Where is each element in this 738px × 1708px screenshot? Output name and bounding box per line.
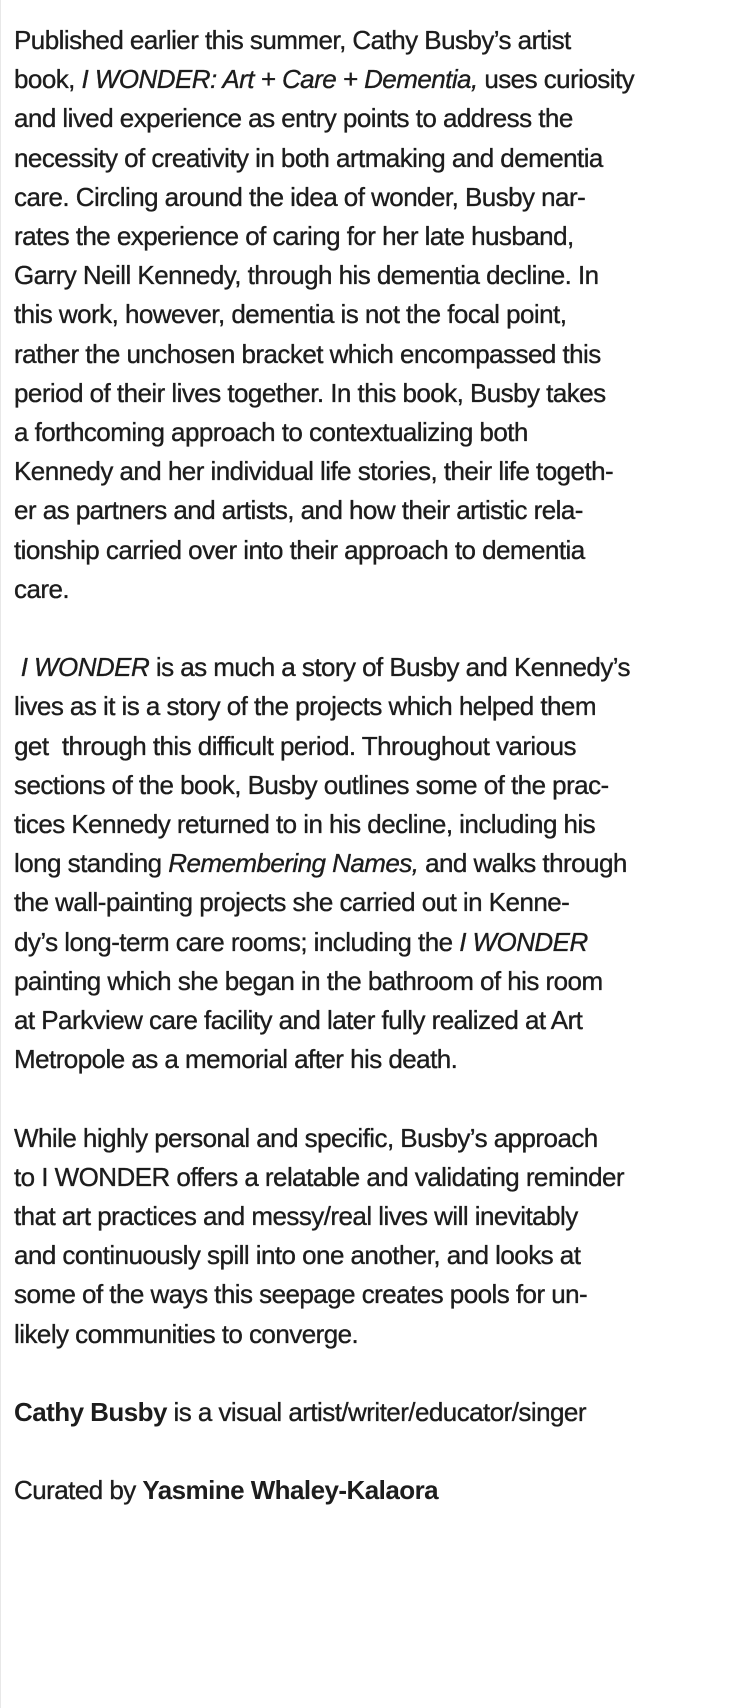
text-line: sections of the book, Busby outlines some of the prac- xyxy=(14,769,609,800)
text-fragment: uses curiosity xyxy=(477,64,635,95)
paragraph-intro xyxy=(14,21,734,609)
text-line: and lived experience as entry points to address the xyxy=(14,103,573,134)
text-line xyxy=(14,1471,734,1510)
text-line: While highly personal and specific, Busby’s approach xyxy=(14,1122,598,1153)
text-line: rather the unchosen bracket which encompassed this xyxy=(14,338,601,369)
text-line: at Parkview care facility and later fully realized at Art xyxy=(14,1005,583,1036)
article-body xyxy=(14,21,734,1511)
text-line: get through this difficult period. Throughout various xyxy=(14,730,576,761)
text-fragment: and walks through xyxy=(418,848,627,879)
text-line: Published earlier this summer, Cathy Busby’s artist xyxy=(14,25,571,55)
text-line xyxy=(14,1393,734,1432)
bio-text: is a visual artist/writer/educator/singer xyxy=(166,1397,586,1428)
text-line: er as partners and artists, and how their artistic rela- xyxy=(14,495,583,526)
text-line: some of the ways this seepage creates pools for un- xyxy=(14,1279,588,1310)
text-line xyxy=(14,60,734,99)
artist-name: Cathy Busby xyxy=(14,1397,167,1428)
text-line: necessity of creativity in both artmaking and dementia xyxy=(14,142,603,173)
text-line: this work, however, dementia is not the focal point, xyxy=(14,299,567,330)
curator-name: Yasmine Whaley-Kalaora xyxy=(142,1475,439,1506)
text-line: likely communities to converge. xyxy=(14,1318,359,1349)
text-line: a forthcoming approach to contextualizing both xyxy=(14,417,528,448)
text-line: painting which she began in the bathroom of his room xyxy=(14,965,603,996)
text-fragment: book, xyxy=(14,64,82,95)
text-line: Metropole as a memorial after his death. xyxy=(14,1044,458,1075)
text-line: Kennedy and her individual life stories, their life togeth- xyxy=(14,456,614,487)
text-line: tionship carried over into their approach to dementia xyxy=(14,534,585,565)
text-line xyxy=(14,844,734,883)
text-line: that art practices and messy/real lives will inevitably xyxy=(14,1201,578,1232)
text-fragment: is as much a story of Busby and Kennedy’s xyxy=(149,652,630,683)
text-fragment: dy’s long-term care rooms; including the xyxy=(14,926,460,957)
painting-title: I WONDER xyxy=(459,926,588,957)
text-line: Garry Neill Kennedy, through his dementia decline. In xyxy=(14,260,599,291)
paragraph-story xyxy=(14,648,734,1079)
work-title: Remembering Names, xyxy=(168,848,419,879)
text-line: care. Circling around the idea of wonder, Busby nar- xyxy=(14,181,586,212)
paragraph-reflection xyxy=(14,1119,734,1354)
text-line: the wall-painting projects she carried out in Kenne- xyxy=(14,887,570,918)
text-line: rates the experience of caring for her late husband, xyxy=(14,221,574,252)
text-line: care. xyxy=(14,573,70,604)
book-title-short: I WONDER xyxy=(20,652,150,683)
text-line: tices Kennedy returned to in his decline, including his xyxy=(14,809,596,840)
text-line: to I WONDER offers a relatable and validating reminder xyxy=(14,1161,625,1192)
text-line: period of their lives together. In this book, Busby takes xyxy=(14,377,606,408)
page-left-edge xyxy=(0,0,1,1708)
text-line: lives as it is a story of the projects which helped them xyxy=(14,691,596,722)
text-line xyxy=(14,923,734,962)
curator-credit xyxy=(14,1471,734,1510)
artist-bio xyxy=(14,1393,734,1432)
text-line xyxy=(14,648,734,687)
text-fragment: long standing xyxy=(14,848,169,879)
curator-prefix: Curated by xyxy=(14,1475,143,1506)
text-line: and continuously spill into one another, and looks at xyxy=(14,1240,581,1271)
text-fragment xyxy=(14,652,21,682)
book-title: I WONDER: Art + Care + Dementia, xyxy=(81,64,478,95)
